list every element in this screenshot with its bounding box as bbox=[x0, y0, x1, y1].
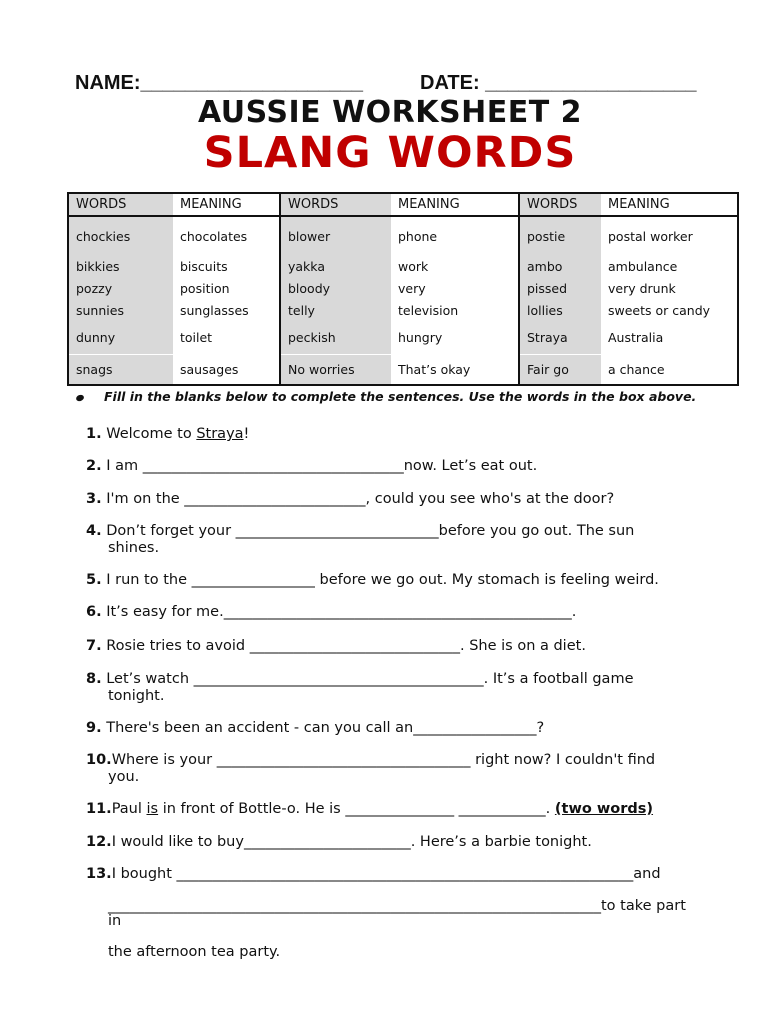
question-continuation: in bbox=[108, 913, 122, 929]
meaning-cell: sweets or candy bbox=[608, 302, 711, 318]
table-row bbox=[68, 321, 738, 355]
question-11 bbox=[86, 801, 716, 818]
table-header-row bbox=[68, 193, 738, 216]
table-row bbox=[68, 355, 738, 386]
question-text[interactable]: Don’t forget your ____________________________before you go out. The sun bbox=[101, 523, 635, 539]
meaning-cell: chocolates bbox=[180, 228, 248, 244]
instruction bbox=[76, 389, 696, 404]
question-13 bbox=[86, 866, 716, 883]
underlined-word: is bbox=[146, 801, 159, 817]
question-continuation: the afternoon tea party. bbox=[108, 944, 281, 960]
meaning-cell: ambulance bbox=[608, 258, 678, 274]
slang-word-cell: pissed bbox=[519, 277, 601, 299]
slang-word-cell: Straya bbox=[519, 321, 601, 355]
instruction-text: Fill in the blanks below to complete the sentences. Use the words in the box above. bbox=[104, 389, 697, 404]
bullet-icon bbox=[75, 393, 85, 401]
meaning-cell: a chance bbox=[601, 355, 738, 386]
question-text[interactable]: There's been an accident - can you call an_________________? bbox=[101, 720, 545, 736]
question-number: 5. bbox=[86, 572, 102, 588]
question-number: 3. bbox=[86, 491, 102, 507]
question-1 bbox=[86, 426, 716, 443]
meaning-cell: work bbox=[398, 258, 429, 274]
question-text[interactable]: I am ____________________________________now. Let’s eat out. bbox=[101, 458, 538, 474]
meaning-cell: very bbox=[398, 280, 426, 296]
question-4 bbox=[86, 523, 716, 557]
answer-word: Straya bbox=[196, 426, 244, 442]
meaning-cell: biscuits bbox=[180, 258, 228, 274]
question-10 bbox=[86, 752, 716, 786]
question-12 bbox=[86, 834, 716, 851]
date-field[interactable]: DATE: ___________________ bbox=[420, 72, 697, 94]
question-number: 13. bbox=[86, 866, 112, 882]
question-13-line-3 bbox=[86, 913, 716, 930]
question-number: 9. bbox=[86, 720, 102, 736]
question-number: 6. bbox=[86, 604, 102, 620]
worksheet-title: AUSSIE WORKSHEET 2 bbox=[197, 95, 583, 130]
slang-word-cell: snags bbox=[68, 355, 173, 386]
question-text[interactable]: I bought _______________________________________________________________and bbox=[111, 866, 661, 882]
meaning-cell: toilet bbox=[180, 330, 213, 345]
slang-word-cell: peckish bbox=[280, 321, 391, 355]
question-number: 7. bbox=[86, 638, 102, 654]
question-text: Welcome to bbox=[101, 426, 197, 442]
question-continuation: you. bbox=[108, 769, 140, 785]
meaning-cell: very drunk bbox=[608, 280, 676, 296]
table-row bbox=[68, 277, 738, 299]
question-continuation: tonight. bbox=[108, 688, 165, 704]
column-header: WORDS bbox=[519, 193, 601, 216]
question-number: 1. bbox=[86, 426, 102, 442]
question-3 bbox=[86, 491, 716, 508]
slang-word-cell: ambo bbox=[519, 255, 601, 277]
question-text[interactable]: in front of Bottle-o. He is _______________ ____________. bbox=[158, 801, 555, 817]
hint-label: (two words) bbox=[554, 801, 654, 817]
question-text[interactable]: It’s easy for me.________________________________________________. bbox=[101, 604, 577, 620]
table-row bbox=[68, 255, 738, 277]
slang-word-cell: chockies bbox=[68, 216, 173, 255]
meaning-cell: hungry bbox=[398, 330, 443, 345]
column-header: MEANING bbox=[391, 193, 519, 216]
question-number: 2. bbox=[86, 458, 102, 474]
table-row bbox=[68, 299, 738, 321]
question-2 bbox=[86, 458, 716, 475]
name-field[interactable]: NAME:____________________ bbox=[75, 72, 364, 94]
meaning-cell: That’s okay bbox=[391, 355, 519, 386]
question-text[interactable]: I would like to buy_______________________. Here’s a barbie tonight. bbox=[111, 834, 592, 850]
meaning-cell: position bbox=[180, 280, 230, 296]
slang-word-cell: bloody bbox=[280, 277, 391, 299]
meaning-cell: Australia bbox=[608, 330, 664, 345]
slang-word-cell: pozzy bbox=[68, 277, 173, 299]
question-number: 11. bbox=[86, 801, 112, 817]
slang-word-cell: postie bbox=[519, 216, 601, 255]
table-row bbox=[68, 216, 738, 255]
meaning-cell: television bbox=[398, 302, 459, 318]
slang-word-cell: bikkies bbox=[68, 255, 173, 277]
worksheet-subtitle: SLANG WORDS bbox=[203, 128, 577, 178]
meaning-cell: phone bbox=[398, 228, 438, 244]
question-9 bbox=[86, 720, 716, 737]
column-header: MEANING bbox=[601, 193, 738, 216]
vocabulary-table bbox=[67, 192, 739, 386]
question-7 bbox=[86, 638, 716, 655]
question-text[interactable]: Where is your ___________________________________ right now? I couldn't find bbox=[111, 752, 656, 768]
question-5 bbox=[86, 572, 716, 589]
question-continuation: shines. bbox=[108, 540, 160, 556]
question-text[interactable]: Let’s watch ________________________________________. It’s a football game bbox=[101, 671, 634, 687]
question-text[interactable]: I'm on the _________________________, could you see who's at the door? bbox=[101, 491, 615, 507]
question-text: ! bbox=[243, 426, 250, 442]
question-continuation[interactable]: ____________________________________________________________________to take part bbox=[108, 898, 686, 914]
question-text[interactable]: I run to the _________________ before we go out. My stomach is feeling weird. bbox=[101, 572, 659, 588]
slang-word-cell: Fair go bbox=[519, 355, 601, 386]
meaning-cell: sausages bbox=[173, 355, 280, 386]
meaning-cell: postal worker bbox=[608, 228, 693, 244]
slang-word-cell: lollies bbox=[519, 299, 601, 321]
question-number: 8. bbox=[86, 671, 102, 687]
question-number: 12. bbox=[86, 834, 112, 850]
column-header: MEANING bbox=[173, 193, 280, 216]
question-number: 10. bbox=[86, 752, 112, 768]
meaning-cell: sunglasses bbox=[180, 302, 249, 318]
question-13-line-4 bbox=[86, 944, 716, 961]
slang-word-cell: telly bbox=[280, 299, 391, 321]
slang-word-cell: No worries bbox=[280, 355, 391, 386]
slang-word-cell: blower bbox=[280, 216, 391, 255]
question-6 bbox=[86, 604, 716, 621]
slang-word-cell: dunny bbox=[68, 321, 173, 355]
slang-word-cell: yakka bbox=[280, 255, 391, 277]
question-text: Paul bbox=[111, 801, 147, 817]
question-8 bbox=[86, 671, 716, 705]
question-text[interactable]: Rosie tries to avoid _____________________________. She is on a diet. bbox=[101, 638, 586, 654]
slang-word-cell: sunnies bbox=[68, 299, 173, 321]
column-header: WORDS bbox=[280, 193, 391, 216]
column-header: WORDS bbox=[68, 193, 173, 216]
question-number: 4. bbox=[86, 523, 102, 539]
